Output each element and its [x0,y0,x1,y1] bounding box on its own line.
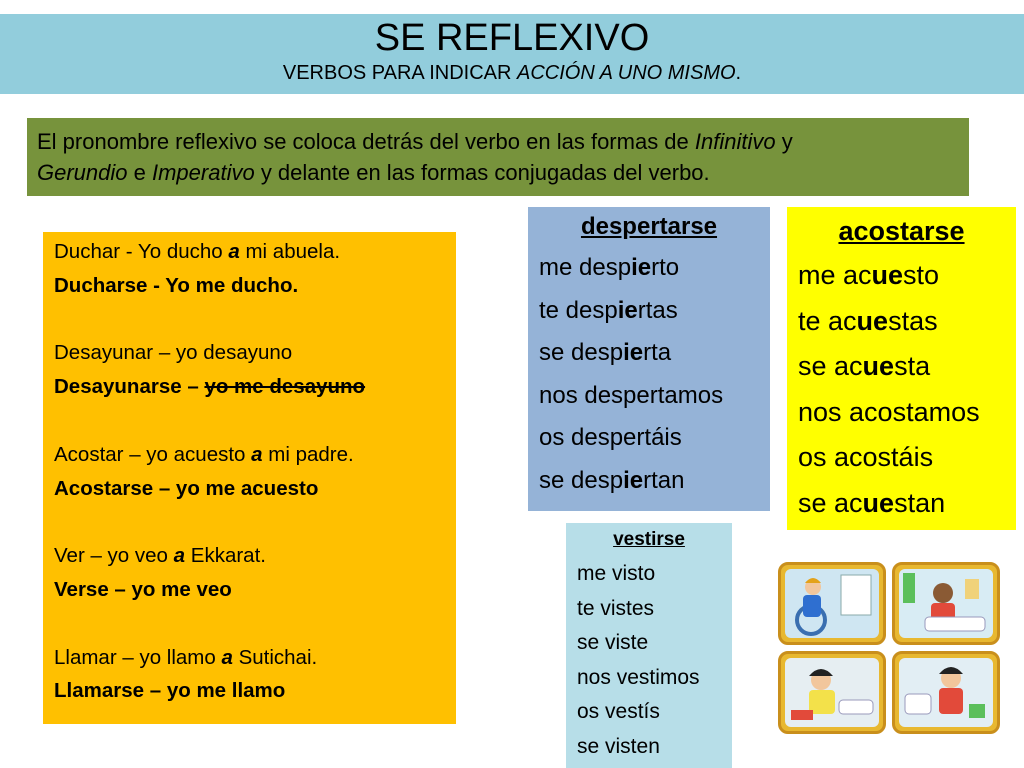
conjugation-form: se despierta [539,339,672,366]
conjugation-despertarse [528,207,770,511]
conjugation-form: me despierto [539,254,680,281]
conjugation-vestirse [566,523,732,768]
intro-text: y [775,129,793,154]
intro-rule-box [27,118,969,196]
towel-scene-icon [895,654,997,731]
verb-title: despertarse [580,213,718,240]
conjugation-form: me acuesto [798,260,940,290]
struck-text: yo me desayuno [204,375,366,399]
subtitle-prefix: VERBOS PARA INDICAR [282,62,518,84]
conjugation-form: os vestís [577,700,660,723]
example-plain: Ver – yo veo a Ekkarat. [54,544,266,568]
bathroom-scene-icon [781,565,883,642]
illustration-bathroom-brushing [778,651,886,734]
example-reflexive: Verse – yo me veo [54,577,232,601]
illustration-bathroom-wheelchair [778,562,886,645]
conjugation-form: me visto [577,562,656,585]
example-reflexive: Desayunarse – yo me desayuno [54,375,366,399]
conjugation-form: se acuestan [798,487,946,518]
conjugation-form: te despiertas [539,296,678,324]
conjugation-form: os despertáis [539,424,682,451]
conjugation-acostarse [787,207,1016,530]
header-banner [0,14,1024,94]
verb-title: vestirse [613,529,685,550]
conjugation-form: nos acostamos [798,396,980,427]
conjugation-form: nos despertamos [539,381,724,409]
sink-scene-icon [895,565,997,642]
subtitle-emphasis: ACCIÓN A UNO MISMO [517,62,736,84]
brushing-scene-icon [781,654,883,731]
conjugation-form: se despiertan [539,466,685,494]
example-plain: Desayunar – yo desayuno [54,341,293,365]
intro-term-infinitivo: Infinitivo [694,129,776,154]
example-reflexive: Llamarse – yo me llamo [54,679,286,703]
example-plain: Acostar – yo acuesto a mi padre. [54,442,354,466]
intro-term-gerundio: Gerundio [37,160,128,185]
slide-subtitle [0,60,1024,86]
conjugation-form: se viste [577,631,649,654]
intro-text: El pronombre reflexivo se coloca detrás del verbo en las formas de [37,129,695,154]
intro-text: e [127,160,152,185]
illustration-grid [778,562,1002,734]
conjugation-form: se visten [577,734,660,758]
conjugation-form: nos vestimos [577,665,700,689]
slide-title: SE REFLEXIVO [374,17,650,59]
conjugation-form: se acuesta [798,351,931,381]
example-plain: Duchar - Yo ducho a mi abuela. [54,240,341,263]
intro-text: y delante en las formas conjugadas del verbo. [254,160,710,185]
example-reflexive: Acostarse – yo me acuesto [54,476,319,500]
subtitle-suffix: . [735,62,742,84]
conjugation-form: te acuestas [798,305,938,336]
conjugation-form: te vistes [577,596,655,620]
example-plain: Llamar – yo llamo a Sutichai. [54,645,318,669]
verb-title: acostarse [838,216,965,246]
conjugation-form: os acostáis [798,442,934,472]
intro-term-imperativo: Imperativo [151,160,255,185]
example-reflexive: Ducharse - Yo me ducho. [54,273,299,297]
illustration-bathroom-sink [892,562,1000,645]
examples-box [43,232,456,724]
illustration-bathroom-towel [892,651,1000,734]
